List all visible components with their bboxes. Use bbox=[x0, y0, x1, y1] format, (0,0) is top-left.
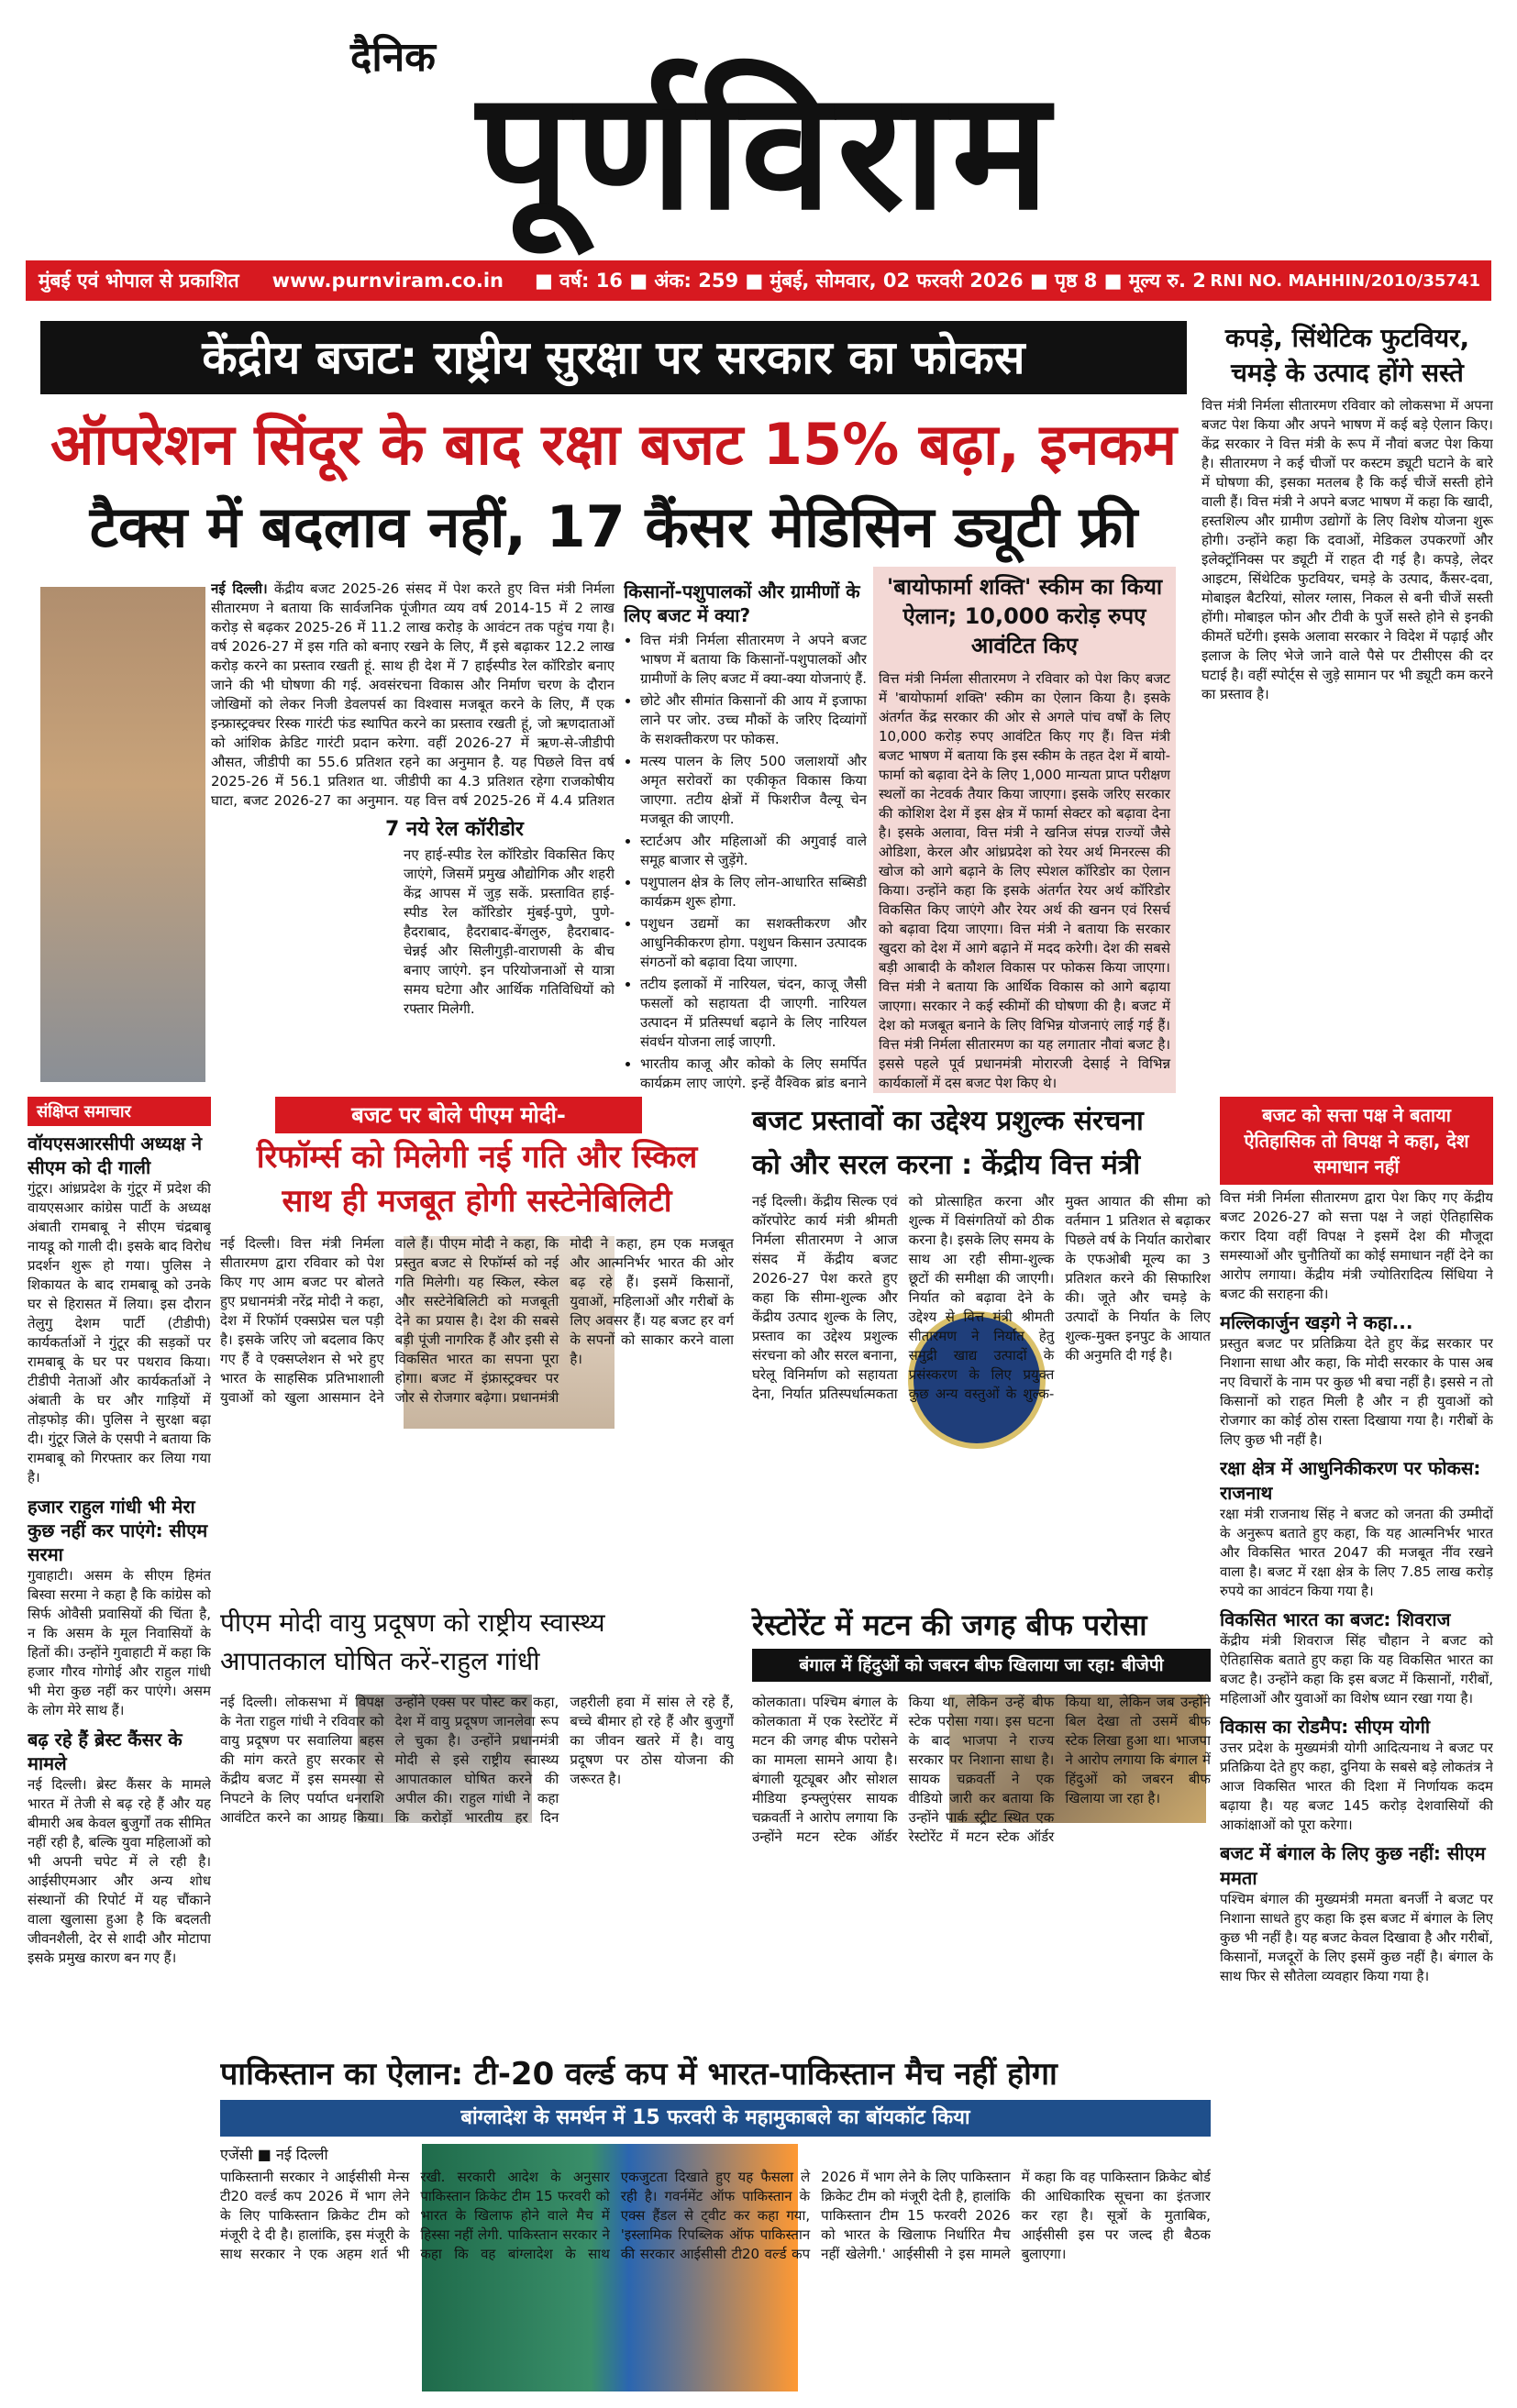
side-mid-h2: रक्षा क्षेत्र में आधुनिकीकरण पर फोकस: राजनाथ bbox=[1220, 1457, 1481, 1504]
brief-1-body: गुंटूर। आंध्रप्रदेश के गुंटूर में प्रदेश की वायएसआर कांग्रेस पार्टी के अध्यक्ष अंबाती रामबाबू ने सीएम चंद्रबाबू नायडू को गाली दी। इसके बाद विरोध प्रदर्शन शुरू हो गया। पुलिस ने शिकायत के बाद रामबाबू को उनके घर से हिरासत में लिया। इस दौरान तेलुगु देशम पार्टी (टीडीपी) कार्यकर्ताओं ने गुंटूर की सड़कों पर रामबाबू के घर पर पथराव किया। टीडीपी नेताओं और कार्यकर्ताओं ने अंबाती के घर और गाड़ियों में तोड़फोड़ की। पुलिस ने सुरक्षा बढ़ा दी। गुंटूर जिले के एसपी ने बताया कि रामबाबू को गिरफ्तार कर लिया गया है। bbox=[28, 1180, 211, 1486]
side-mid-b3: केंद्रीय मंत्री शिवराज सिंह चौहान ने बजट को ऐतिहासिक बताते हुए कहा कि यह विकसित भारत का बजट है। उन्होंने कहा कि इस बजट में किसानों, गरीबों, महिलाओं और युवाओं का विशेष ध्यान रखा गया है। bbox=[1220, 1632, 1493, 1707]
modi-kicker: बजट पर बोले पीएम मोदी- bbox=[275, 1097, 642, 1133]
website-link[interactable]: www.purnviram.co.in bbox=[271, 270, 504, 292]
published-from: मुंबई एवं भोपाल से प्रकाशित bbox=[39, 270, 239, 292]
side-mid-column bbox=[1220, 1097, 1493, 2380]
modi-headline-2: साथ ही मजबूत होगी सस्टेनेबिलिटी bbox=[282, 1183, 672, 1220]
lead-headline-2: टैक्स में बदलाव नहीं, 17 कैंसर मेडिसिन ड्यूटी फ्री bbox=[89, 493, 1138, 560]
masthead-name: पूर्णविराम bbox=[476, 56, 1056, 246]
rahul-headline-1: पीएम मोदी वायु प्रदूषण को राष्ट्रीय स्वास्थ्य bbox=[220, 1607, 605, 1638]
info-bar bbox=[26, 260, 1491, 301]
beef-headline: रेस्टोरेंट में मटन की जगह बीफ परोसा bbox=[752, 1607, 1147, 1642]
fm-headline-2: को और सरल करना : केंद्रीय वित्त मंत्री bbox=[752, 1149, 1141, 1181]
modi-body: नई दिल्ली। वित्त मंत्री निर्मला सीतारमण द्वारा रविवार को पेश किए गए आम बजट पर बोलते हुए प्रधानमंत्री नरेंद्र मोदी ने कहा, देश में रिफॉर्म एक्सप्रेस चल पड़ी है। इसके जरिए जो बदलाव किए गए हैं वे एक्सप्लेशन से भरे हुए भारत के साहसिक प्रतिभाशाली युवाओं को खुला आसमान देने वाले हैं। पीएम मोदी ने कहा, कि प्रस्तुत बजट से रिफॉर्म्स को नई गति मिलेगी। यह स्किल, स्केल और सस्टेनेबिलिटी को मजबूती देने का प्रयास है। देश की सबसे बड़ी पूंजी नागरिक हैं और इसी से विकसित भारत का सपना पूरा होगा। बजट में इंफ्रास्ट्रक्चर पर जोर से रोजगार बढ़ेगा। प्रधानमंत्री मोदी ने कहा, हम एक मजबूत और आत्मनिर्भर भारत की ओर बढ़ रहे हैं। इसमें किसानों, युवाओं, महिलाओं और गरीबों के लिए अवसर हैं। यह बजट हर वर्ग के सपनों को साकार करने वाला है। bbox=[220, 1235, 734, 1406]
fm-headline-1: बजट प्रस्तावों का उद्देश्य प्रशुल्क संरचना bbox=[752, 1105, 1144, 1137]
lead-body bbox=[211, 580, 615, 809]
side-mid-h5: बजट में बंगाल के लिए कुछ नहीं: सीएम ममता bbox=[1220, 1842, 1486, 1889]
issue-info: ■ वर्ष: 16 ■ अंक: 259 ■ मुंबई, सोमवार, 02 फरवरी 2026 ■ पृष्ठ 8 ■ मूल्य रु. 2 bbox=[535, 270, 1206, 292]
brief-2-body: गुवाहाटी। असम के सीएम हिमंत बिस्वा सरमा ने कहा है कि कांग्रेस को सिर्फ ओवैसी प्रवासियों की चिंता है, न कि असम के मूल निवासियों के हितों की। उन्होंने गुवाहाटी में कहा कि हजार गौरव गोगोई और राहुल गांधी भी मेरा कुछ नहीं कर पाएंगे। असम के लोग मेरे साथ हैं। bbox=[28, 1567, 211, 1718]
farmers-list-item: • वित्त मंत्री निर्मला सीतारमण ने अपने बजट भाषण में बताया कि किसानों-पशुपालकों और ग्रामीणों के लिए बजट में क्या-क्या योजनाएं हैं. bbox=[640, 631, 867, 689]
lead-subhead: 7 नये रेल कॉरीडोर bbox=[385, 818, 524, 841]
farmers-list-item: • पशुपालन क्षेत्र के लिए लोन-आधारित सब्सिडी कार्यक्रम शुरू होगा. bbox=[640, 873, 867, 911]
farmers-box bbox=[624, 580, 867, 1093]
side-mid-intro: वित्त मंत्री निर्मला सीतारमण द्वारा पेश किए गए केंद्रीय बजट 2026-27 को सत्ता पक्ष ने जहां ऐतिहासिक करार दिया वहीं विपक्ष ने इसमें देश की मौजूदा समस्याओं और चुनौतियों का कोई समाधान नहीं देने का आरोप लगाया। केंद्रीय मंत्री ज्योतिरादित्य सिंधिया ने बजट की सराहना की। bbox=[1220, 1189, 1493, 1302]
rni-number: RNI NO. MAHHIN/2010/35741 bbox=[1210, 271, 1480, 291]
farmers-list-item: • छोटे और सीमांत किसानों की आय में इजाफा लाने पर जोर. उच्च मौकों के जरिए दिव्यांगों के सशक्तीकरण पर फोकस. bbox=[640, 691, 867, 749]
left-column bbox=[28, 1097, 211, 2380]
masthead-prefix: दैनिक bbox=[350, 34, 436, 81]
side-mid-b2: रक्षा मंत्री राजनाथ सिंह ने बजट को जनता की उम्मीदों के अनुरूप बताते हुए कहा, कि यह आत्मनिर्भर भारत और विकसित भारत 2047 की मजबूत नींव रखने वाला है। बजट में रक्षा क्षेत्र के लिए 7.85 लाख करोड़ रुपये का आवंटन किया गया है। bbox=[1220, 1506, 1493, 1599]
cricket-subhead: बांग्लादेश के समर्थन में 15 फरवरी के महामुकाबले का बॉयकॉट किया bbox=[220, 2100, 1211, 2137]
side-top-body: वित्त मंत्री निर्मला सीतारमण रविवार को लोकसभा में अपना बजट पेश किया और अपने भाषण में कई बड़े ऐलान किए। केंद्र सरकार ने वित्त मंत्री के रूप में नौवां बजट पेश किया है। सीतारमण ने कई चीजों पर कस्टम ड्यूटी घटाने के बारे में घोषणा की, इसका मतलब है कि कई चीजें सस्ती होने वाली हैं। वित्त मंत्री ने अपने बजट भाषण में कहा कि खादी, हस्तशिल्प और ग्रामीण उद्योगों के लिए विशेष योजना शुरू होगी। उन्होंने कहा कि दवाओं, मेडिकल उपकरणों और इलेक्ट्रॉनिक्स पर ड्यूटी में राहत दी गई है। कपड़े, लेदर आइटम, सिंथेटिक फुटवियर, चमड़े के उत्पाद, कैंसर-दवा, मोबाइल बैटरियां, सोलर ग्लास, निकल से बनी चीजें सस्ती होंगी। मोबाइल फोन और टीवी के पुर्जे सस्ते होने से इनकी कीमतें घटेंगी। इसके अलावा सरकार ने विदेश में पढ़ाई और इलाज के लिए भेजे जाने वाले पैसे पर टीसीएस की दर घटाई है। वहीं स्पोर्ट्स से जुड़े सामान पर भी ड्यूटी कम करने का प्रस्ताव है। bbox=[1201, 397, 1493, 702]
brief-3-headline: बढ़ रहे हैं ब्रेस्ट कैंसर के मामले bbox=[28, 1729, 183, 1774]
farmers-list-item: • भारतीय काजू और कोको के लिए समर्पित कार्यक्रम लाए जाएंगे. इन्हें वैश्विक ब्रांड बनाने bbox=[640, 1055, 867, 1093]
side-mid-h1: मल्लिकार्जुन खड़गे ने कहा... bbox=[1220, 1311, 1413, 1333]
farmers-list-item: • पशुधन उद्यमों का सशक्तीकरण और आधुनिकीकरण होगा. पशुधन किसान उत्पादक संगठनों को बढ़ावा दिया जाएगा. bbox=[640, 914, 867, 972]
side-mid-b1: प्रस्तुत बजट पर प्रतिक्रिया देते हुए केंद्र सरकार पर निशाना साधा और कहा, कि मोदी सरकार के पास अब नए विचारों के नाम पर कुछ भी बचा नहीं है। इससे न तो किसानों को राहत मिली है और न ही युवाओं को रोजगार का कोई ठोस रास्ता दिखाया गया है। गरीबों के लिए कुछ भी नहीं है। bbox=[1220, 1335, 1493, 1448]
lead-dateline: नई दिल्ली। bbox=[211, 580, 268, 597]
farmers-list-item: • स्टार्टअप और महिलाओं की अगुवाई वाले समूह बाजार से जुड़ेंगे. bbox=[640, 832, 867, 870]
cricket-headline: पाकिस्तान का ऐलान: टी-20 वर्ल्ड कप में भारत-पाकिस्तान मैच नहीं होगा bbox=[220, 2056, 1057, 2093]
lead-body-2: नए हाई-स्पीड रेल कॉरिडोर विकसित किए जाएंगे, जिसमें प्रमुख औद्योगिक और शहरी केंद्र आपस में जुड़ सकें. प्रस्तावित हाई-स्पीड रेल कॉरिडोर मुंबई-पुणे, पुणे-हैदराबाद, हैदराबाद-बेंगलुरु, हैदराबाद-चेन्नई और सिलीगुड़ी-वाराणसी के बीच बनाए जाएंगे. इन परियोजनाओं से यात्रा समय घटेगा और आर्थिक गतिविधियों को रफ्तार मिलेगी. bbox=[404, 846, 615, 1017]
biopharma-title: 'बायोफार्मा शक्ति' स्कीम का किया ऐलान; 10,000 करोड़ रुपए आवंटित किए bbox=[873, 567, 1176, 666]
side-mid-kicker: बजट को सत्ता पक्ष ने बताया ऐतिहासिक तो विपक्ष ने कहा, देश समाधान नहीं bbox=[1220, 1097, 1493, 1185]
lead-body-text: केंद्रीय बजट 2025-26 संसद में पेश करते हुए वित्त मंत्री निर्मला सीतारमण ने बताया कि सार्वजनिक पूंजीगत व्यय वर्ष 2014-15 में 2 लाख करोड़ से बढ़कर 2025-26 में 11.2 लाख करोड़ के आवंटन तक पहुंच गया है। वर्ष 2026-27 में इस गति को बनाए रखने के लिए, मैं इसे बढ़ाकर 12.2 लाख करोड़ करने का प्रस्ताव रखती हूं. साथ ही देश में 7 हाईस्पीड रेल कॉरिडोर बनाए जाने की भी घोषणा की गई. अवसंरचना विकास और निर्माण चरण के दौरान जोखिमों को लेकर निजी डेवलपर्स का विश्वास मजबूत करने के लिए, मैं एक इन्फ्रास्ट्रक्चर रिस्क गारंटी फंड स्थापित करने का प्रस्ताव रखती हूं, जो ऋणदाताओं को आंशिक क्रेडिट गारंटी प्रदान करेगा. वहीं 2026-27 में ऋण-से-जीडीपी औसत, जीडीपी का 55.6 प्रतिशत रहने का अनुमान है. यह पिछले वित्त वर्ष 2025-26 में 56.1 प्रतिशत था. जीडीपी का 4.3 प्रतिशत रहेगा राजकोषीय घाटा, बजट 2026-27 का अनुमान. यह वित्त वर्ष 2025-26 में 4.4 प्रतिशत bbox=[211, 580, 615, 809]
biopharma-body: वित्त मंत्री निर्मला सीतारमण ने रविवार को पेश किए बजट में 'बायोफार्मा शक्ति' स्कीम का ऐलान किया है। इसके अंतर्गत केंद्र सरकार की ओर से अगले पांच वर्षों के लिए 10,000 करोड़ रुपए आवंटित किए गए हैं। वित्त मंत्री बजट भाषण में बताया कि इस स्कीम के तहत देश में बायो-फार्मा को बढ़ावा देने के लिए 1,000 मान्यता प्राप्त परीक्षण स्थलों का नेटवर्क तैयार किया जाएगा। इसके जरिए सरकार की कोशिश देश में इस क्षेत्र में फार्मा सेक्टर को बढ़ावा देना है। इसके अलावा, वित्त मंत्री ने खनिज संपन्न राज्यों जैसे ओडिशा, केरल और आंध्रप्रदेश को रेयर अर्थ मिनरल्स की खोज को आगे बढ़ाने के लिए स्पेशल कॉरिडोर का ऐलान किया। उन्होंने कहा कि इसके अंतर्गत रेयर अर्थ कॉरिडोर विकसित किए जाएंगे और रेयर अर्थ की खनन एवं रिसर्च को बढ़ावा दिया जाएगा। वित्त मंत्री ने बताया कि सरकार खुदरा को देश में आगे बढ़ाने में मदद करेगी। देश की सबसे बड़ी आबादी के कौशल विकास पर फोकस किया जाएगा। वित्त मंत्री ने बताया कि आर्थिक विकास को आगे बढ़ाया जाएगा। सरकार ने कई स्कीमों की घोषणा की है। बजट में देश को मजबूत बनाने के लिए विभिन्न योजनाएं लाई गई हैं। वित्त मंत्री निर्मला सीतारमण का यह लगातार नौवां बजट है। इससे पहले पूर्व प्रधानमंत्री मोरारजी देसाई ने विभिन्न कार्यकालों में दस बजट पेश किए थे। bbox=[873, 666, 1176, 1093]
side-mid-h4: विकास का रोडमैप: सीएम योगी bbox=[1220, 1716, 1431, 1738]
side-mid-b5: पश्चिम बंगाल की मुख्यमंत्री ममता बनर्जी ने बजट पर निशाना साधते हुए कहा कि इस बजट में बंगाल के लिए कुछ भी नहीं है। यह बजट केवल दिखावा है और गरीबों, किसानों, मजदूरों के लिए इसमें कुछ नहीं है। बंगाल के साथ फिर से सौतेला व्यवहार किया गया है। bbox=[1220, 1891, 1493, 1984]
farmers-title: किसानों-पशुपालकों और ग्रामीणों के लिए बजट में क्या? bbox=[624, 580, 860, 626]
briefs-label: संक्षिप्त समाचार bbox=[28, 1097, 211, 1126]
rahul-headline-2: आपातकाल घोषित करें-राहुल गांधी bbox=[220, 1646, 540, 1676]
lead-headline-1: ऑपरेशन सिंदूर के बाद रक्षा बजट 15% बढ़ा, इनकम bbox=[50, 411, 1177, 478]
brief-3-body: नई दिल्ली। ब्रेस्ट कैंसर के मामले भारत में तेजी से बढ़ रहे हैं और यह बीमारी अब केवल बुजुर्गों तक सीमित नहीं रही है, बल्कि युवा महिलाओं को भी अपनी चपेट में ले रही है। आईसीएमआर और अन्य शोध संस्थानों की रिपोर्ट में यह चौंकाने वाला खुलासा हुआ है कि बदलती जीवनशैली, देर से शादी और मोटापा इसके प्रमुख कारण बन गए हैं। bbox=[28, 1776, 211, 1966]
cricket-body: पाकिस्तानी सरकार ने आईसीसी मेन्स टी20 वर्ल्ड कप 2026 में भाग लेने के लिए पाकिस्तान क्रिकेट टीम को मंजूरी दे दी है। हालांकि, इस मंजूरी के साथ सरकार ने एक अहम शर्त भी रखी. सरकारी आदेश के अनुसार पाकिस्तान क्रिकेट टीम 15 फरवरी को भारत के खिलाफ होने वाले मैच में हिस्सा नहीं लेगी. पाकिस्तान सरकार ने कहा कि वह बांग्लादेश के साथ एकजुटता दिखाते हुए यह फैसला ले रही है। गवर्नमेंट ऑफ पाकिस्तान के एक्स हैंडल से ट्वीट कर कहा गया, 'इस्लामिक रिपब्लिक ऑफ पाकिस्तान की सरकार आईसीसी टी20 वर्ल्ड कप 2026 में भाग लेने के लिए पाकिस्तान क्रिकेट टीम को मंजूरी देती है, हालांकि पाकिस्तान टीम 15 फरवरी 2026 को भारत के खिलाफ निर्धारित मैच नहीं खेलेगी.' आईसीसी ने इस मामले में कहा कि वह पाकिस्तान क्रिकेट बोर्ड की आधिकारिक सूचना का इंतजार कर रहा है। सूत्रों के मुताबिक, आईसीसी इस पर जल्द ही बैठक बुलाएगा। bbox=[220, 2169, 1211, 2262]
brief-2-headline: हजार राहुल गांधी भी मेरा कुछ नहीं कर पाएंगे: सीएम सरमा bbox=[28, 1496, 208, 1565]
farmers-list-item: • तटीय इलाकों में नारियल, चंदन, काजू जैसी फसलों को सहायता दी जाएगी. नारियल उत्पादन में प्रतिस्पर्धा बढ़ाने के लिए नारियल संवर्धन योजना लाई जाएगी. bbox=[640, 975, 867, 1052]
side-mid-b4: उत्तर प्रदेश के मुख्यमंत्री योगी आदित्यनाथ ने बजट पर प्रतिक्रिया देते हुए कहा, दुनिया के सबसे बड़े लोकतंत्र ने आज विकसित भारत की दिशा में निर्णायक कदम बढ़ाया है। यह बजट 145 करोड़ देशवासियों की आकांक्षाओं को पूरा करेगा। bbox=[1220, 1740, 1493, 1833]
masthead bbox=[0, 0, 1517, 261]
farmers-list bbox=[624, 631, 867, 1093]
finance-minister-photo bbox=[40, 587, 205, 1082]
rahul-body: नई दिल्ली। लोकसभा में विपक्ष के नेता राहुल गांधी ने रविवार को वायु प्रदूषण पर सवालिया बहस की मांग करते हुए सरकार से केंद्रीय बजट में इस समस्या से निपटने के लिए पर्याप्त धनराशि आवंटित करने का आग्रह किया। उन्होंने एक्स पर पोस्ट कर कहा, देश में वायु प्रदूषण जानलेवा रूप ले चुका है। उन्होंने प्रधानमंत्री मोदी से इसे राष्ट्रीय स्वास्थ्य आपातकाल घोषित करने की अपील की। राहुल गांधी ने कहा कि करोड़ों भारतीय हर दिन जहरीली हवा में सांस ले रहे हैं, बच्चे बीमार हो रहे हैं और बुजुर्गों का जीवन खतरे में है। वायु प्रदूषण पर ठोस योजना की जरूरत है। bbox=[220, 1694, 734, 1826]
side-top-headline: कपड़े, सिंथेटिक फुटवियर, चमड़े के उत्पाद होंगे सस्ते bbox=[1224, 323, 1470, 388]
beef-subhead: बंगाल में हिंदुओं को जबरन बीफ खिलाया जा रहा: बीजेपी bbox=[752, 1649, 1211, 1682]
biopharma-box bbox=[873, 567, 1176, 1093]
fm-body: नई दिल्ली। केंद्रीय सिल्क एवं कॉरपोरेट कार्य मंत्री श्रीमती निर्मला सीतारमण ने आज संसद में केंद्रीय बजट 2026-27 पेश करते हुए कहा कि सीमा-शुल्क और केंद्रीय उत्पाद शुल्क के लिए, प्रस्ताव का उद्देश्य प्रशुल्क संरचना को और सरल बनाना, घरेलू विनिर्माण को सहायता देना, निर्यात प्रतिस्पर्धात्मकता को प्रोत्साहित करना और शुल्क में विसंगतियों को ठीक करना है। इसके लिए समय के साथ आ रही सीमा-शुल्क छूटों की समीक्षा की जाएगी। निर्यात को बढ़ावा देने के उद्देश्य से वित्त मंत्री श्रीमती सीतारमण ने निर्यात हेतु समुद्री खाद्य उत्पादों के प्रसंस्करण के लिए प्रयुक्त कुछ अन्य वस्तुओं के शुल्क-मुक्त आयात की सीमा को वर्तमान 1 प्रतिशत से बढ़ाकर पिछले वर्ष के निर्यात कारोबार के एफओबी मूल्य का 3 प्रतिशत करने की सिफारिश की। जूते और चमड़े के उत्पादों के निर्यात के लिए शुल्क-मुक्त इनपुट के आयात की अनुमति दी गई है। bbox=[752, 1193, 1211, 1402]
cricket-dateline: एजेंसी ■ नई दिल्ली bbox=[220, 2146, 328, 2163]
beef-body: कोलकाता। पश्चिम बंगाल के कोलकाता में एक रेस्टोरेंट में मटन की जगह बीफ परोसने का मामला सामने आया है। बंगाली यूट्यूबर और सोशल मीडिया इन्फ्लुएंसर सायक चक्रवर्ती ने आरोप लगाया कि उन्होंने मटन स्टेक ऑर्डर किया था, लेकिन उन्हें बीफ स्टेक परोसा गया। इस घटना के बाद भाजपा ने राज्य सरकार पर निशाना साधा है। सायक चक्रवर्ती ने एक वीडियो जारी कर बताया कि उन्होंने पार्क स्ट्रीट स्थित एक रेस्टोरेंट में मटन स्टेक ऑर्डर किया था, लेकिन जब उन्होंने बिल देखा तो उसमें बीफ स्टेक लिखा हुआ था। भाजपा ने आरोप लगाया कि बंगाल में हिंदुओं को जबरन बीफ खिलाया जा रहा है। bbox=[752, 1694, 1211, 1845]
modi-headline-1: रिफॉर्म्स को मिलेगी नई गति और स्किल bbox=[256, 1139, 698, 1176]
side-top-story bbox=[1201, 321, 1493, 1073]
farmers-list-item: • मत्स्य पालन के लिए 500 जलाशयों और अमृत सरोवरों का एकीकृत विकास किया जाएगा. तटीय क्षेत्रों में फिशरीज वैल्यू चेन मजबूत की जाएगी. bbox=[640, 752, 867, 829]
lead-kicker: केंद्रीय बजट: राष्ट्रीय सुरक्षा पर सरकार का फोकस bbox=[40, 321, 1187, 394]
side-mid-h3: विकसित भारत का बजट: शिवराज bbox=[1220, 1608, 1451, 1630]
brief-1-headline: वॉयएसआरसीपी अध्यक्ष ने सीएम को दी गाली bbox=[28, 1132, 203, 1178]
